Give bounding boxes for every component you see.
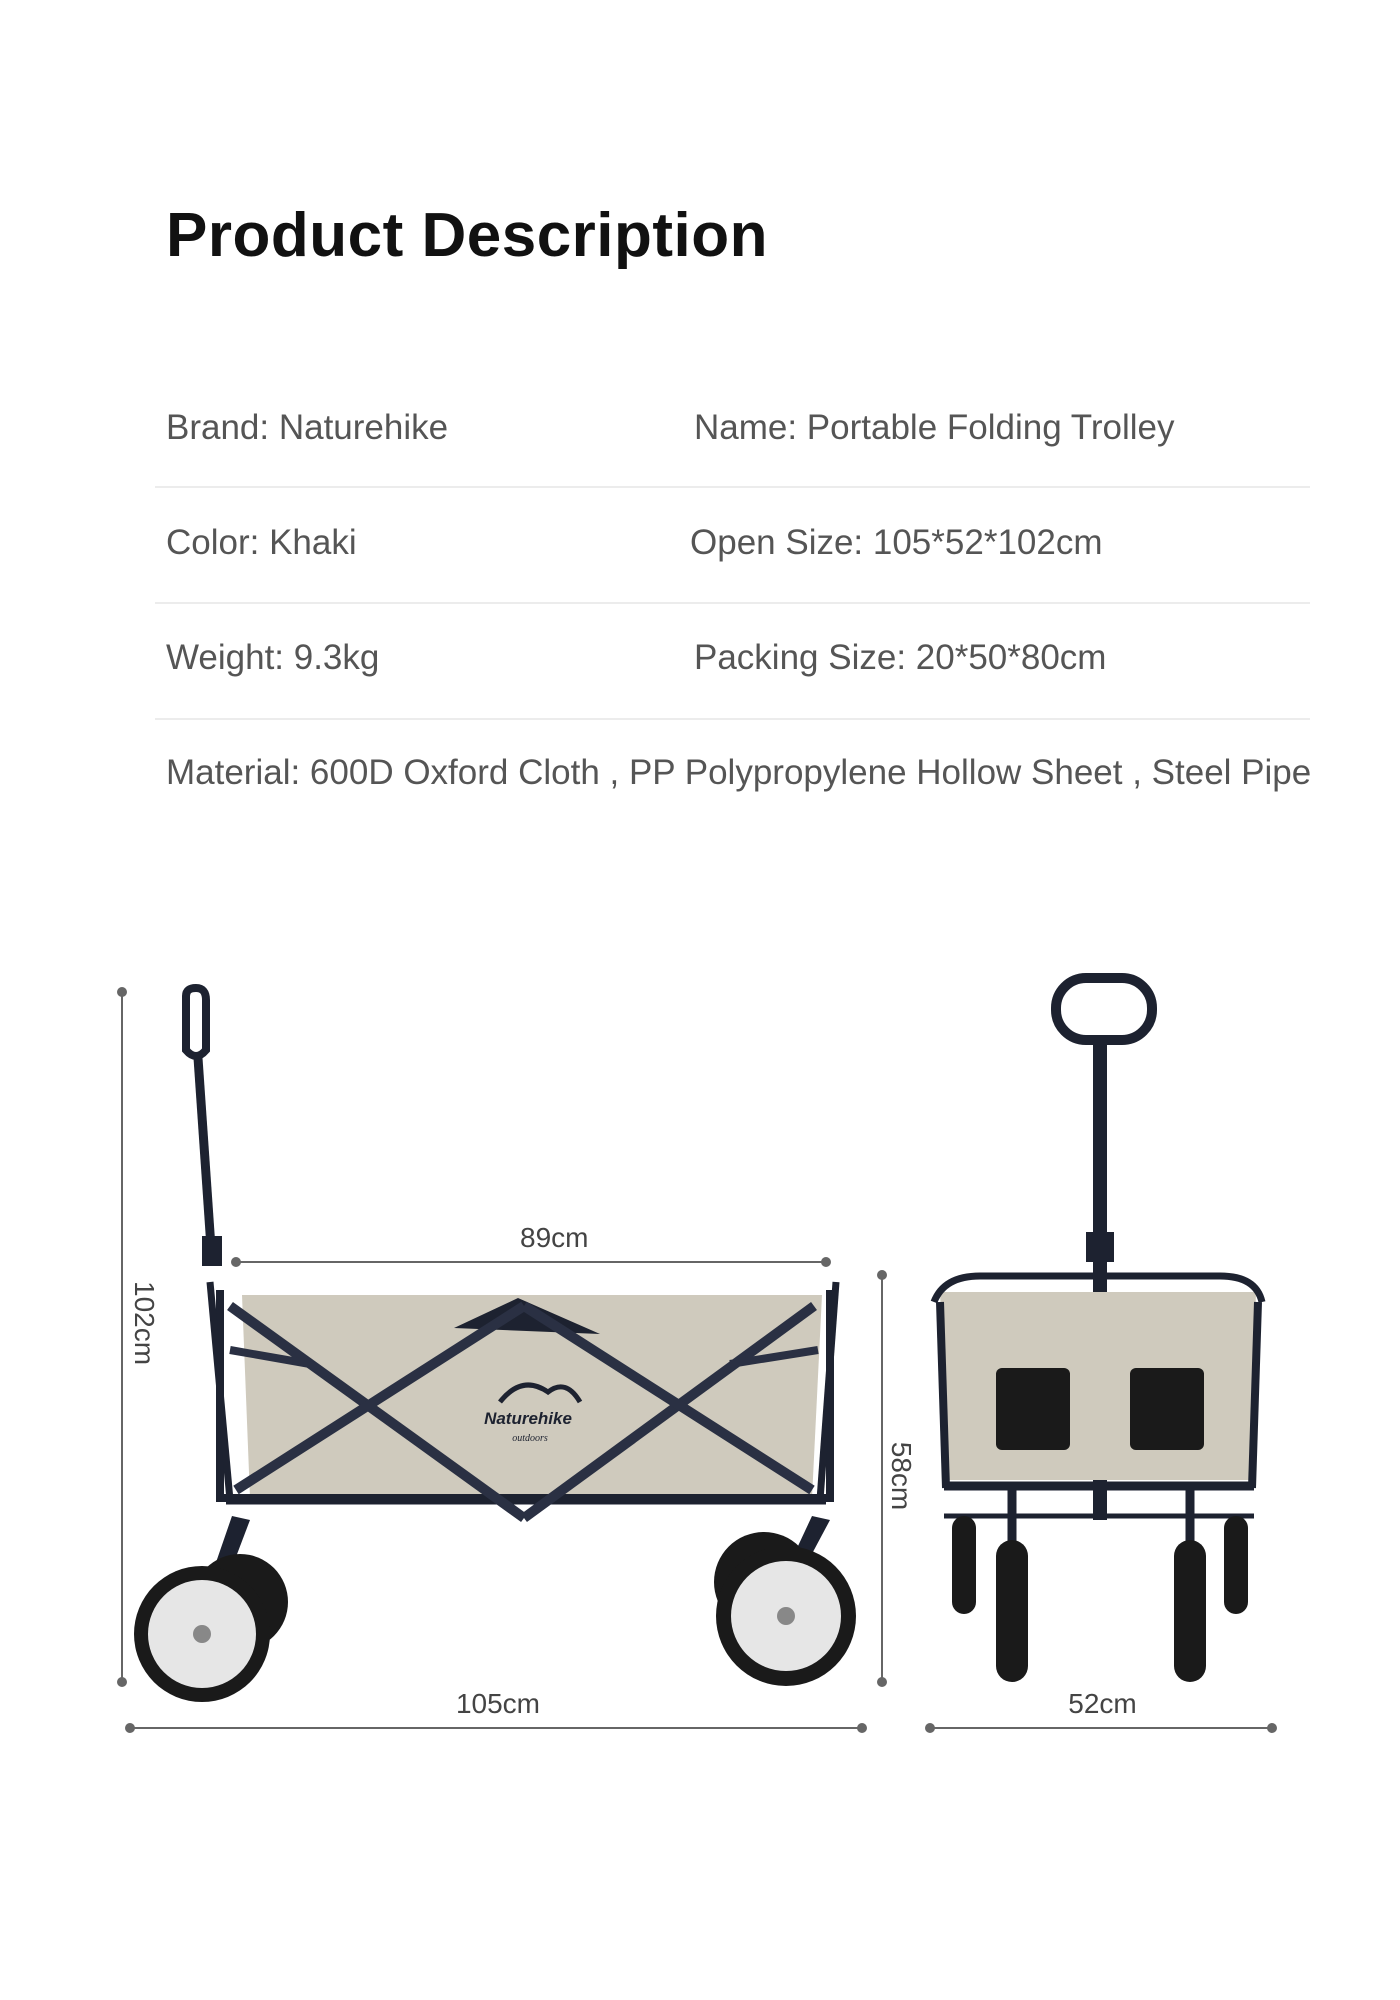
spec-weight: Weight: 9.3kg — [166, 638, 380, 677]
spec-material: Material: 600D Oxford Cloth , PP Polypropylene Hollow Sheet , Steel Pipe — [166, 753, 1312, 792]
handle-joint — [202, 1236, 222, 1266]
basket-length-label: 89cm — [520, 1222, 589, 1253]
handle-bar — [198, 1058, 212, 1262]
handle-grip — [186, 988, 206, 1056]
spec-brand: Brand: Naturehike — [166, 408, 449, 447]
page-title: Product Description — [166, 201, 769, 270]
trolley-front-view — [934, 978, 1262, 1682]
spec-color: Color: Khaki — [166, 523, 357, 562]
basket-height-label: 58cm — [886, 1441, 917, 1511]
wheel — [716, 1546, 856, 1686]
logo-brand-text: Naturehike — [484, 1409, 572, 1428]
wheel — [134, 1566, 270, 1702]
basket-fabric — [940, 1292, 1256, 1480]
spec-packing-size: Packing Size: 20*50*80cm — [694, 638, 1107, 677]
handle-grip — [1056, 978, 1152, 1040]
side-pocket — [1130, 1368, 1204, 1450]
wheel — [1174, 1540, 1206, 1682]
wheel — [996, 1540, 1028, 1682]
side-pocket — [996, 1368, 1070, 1450]
length-label: 105cm — [455, 1688, 541, 1719]
spec-open-size: Open Size: 105*52*102cm — [690, 523, 1103, 562]
logo-tagline-text: outdoors — [512, 1433, 548, 1444]
trolley-side-view — [134, 988, 856, 1702]
width-label: 52cm — [1068, 1688, 1137, 1719]
height-label: 102cm — [129, 1281, 160, 1366]
spec-name: Name: Portable Folding Trolley — [694, 408, 1175, 447]
